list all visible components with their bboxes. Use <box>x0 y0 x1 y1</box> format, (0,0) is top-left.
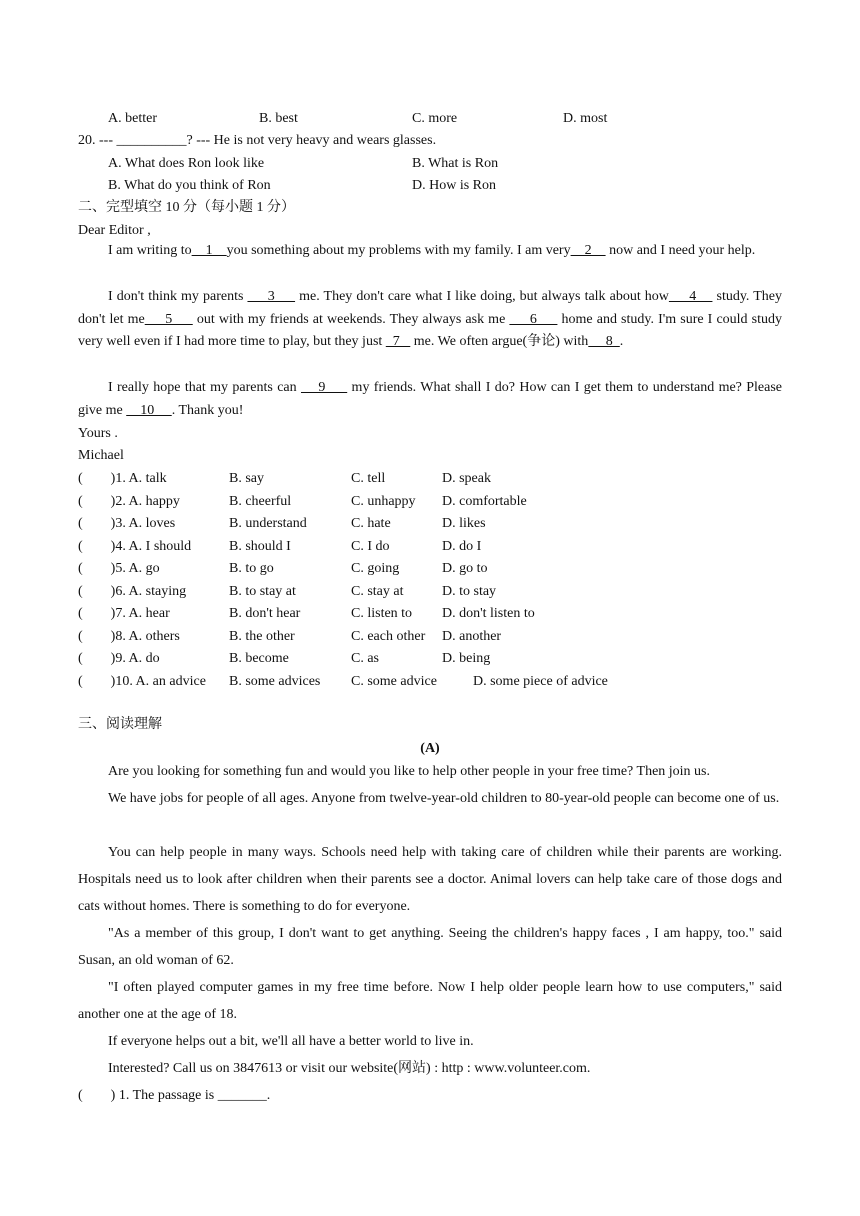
blank-3: 3 <box>247 289 296 304</box>
question-1-option-c: C. tell <box>351 471 386 486</box>
question-9-option-c: C. as <box>351 651 379 666</box>
question-7-option-d: D. don't listen to <box>442 606 535 621</box>
question-2-option-d: D. comfortable <box>442 494 527 509</box>
letter-paragraph-1: I am writing to 1 you something about my problems with my family. I am very 2 now and I need your help. <box>108 243 756 258</box>
passage-title: (A) <box>420 741 440 756</box>
question-3: ( )3. A. loves <box>78 516 176 531</box>
question-8-option-d: D. another <box>442 629 502 644</box>
q20-option-b: B. What is Ron <box>412 156 499 171</box>
question-1: ( )1. A. talk <box>78 471 167 486</box>
passage-paragraph-4: "As a member of this group, I don't want to get anything. Seeing the children's happy faces , I am happy, too." said Susan, an old woman of 62. <box>78 926 782 968</box>
passage-paragraph-2: We have jobs for people of all ages. Anyone from twelve-year-old children to 80-year-old people can become one of us. <box>108 791 780 806</box>
q19-option-b: B. best <box>259 111 298 126</box>
passage-paragraph-1: Are you looking for something fun and would you like to help other people in your free time? Then join us. <box>108 764 711 779</box>
question-2-option-c: C. unhappy <box>351 494 416 509</box>
q20-option-d: D. How is Ron <box>412 178 497 193</box>
blank-5: 5 <box>144 311 193 327</box>
blank-10: 10 <box>126 402 172 418</box>
section2-heading: 二、完型填空 10 分（每小题 1 分） <box>78 200 295 215</box>
blank-8: 8 <box>588 334 620 349</box>
blank-9: 9 <box>300 380 348 395</box>
question-8-option-c: C. each other <box>351 629 426 644</box>
question-2-option-b: B. cheerful <box>229 494 292 509</box>
blank-4: 4 <box>668 289 713 304</box>
question-5: ( )5. A. go <box>78 561 160 576</box>
question-1-option-d: D. speak <box>442 471 491 486</box>
question-8-option-b: B. the other <box>229 629 295 644</box>
question-4-option-d: D. do I <box>442 539 482 554</box>
question-4: ( )4. A. I should <box>78 539 192 554</box>
question-6-option-c: C. stay at <box>351 584 404 599</box>
question-4-option-b: B. should I <box>229 539 291 554</box>
question-9-option-b: B. become <box>229 651 289 666</box>
letter-paragraph-2: I don't think my parents 3 me. They don't care what I like doing, but always talk about how 4 study. They don't let me 5 out with my friends at weekends. They always ask me 6 home and study. I'm sure I could study very well even if I had more time to play, but they just 7 me. We often argue(争论) with 8 . <box>78 289 782 349</box>
question-4-option-c: C. I do <box>351 539 390 554</box>
question-5-option-b: B. to go <box>229 561 274 576</box>
letter-greeting: Dear Editor , <box>78 223 151 238</box>
question-3-option-c: C. hate <box>351 516 391 531</box>
question-7: ( )7. A. hear <box>78 606 170 621</box>
question-10-option-b: B. some advices <box>229 674 321 689</box>
q19-option-d: D. most <box>563 111 608 126</box>
letter-paragraph-3: I really hope that my parents can 9 my friends. What shall I do? How can I get them to understand me? Please give me 10 . Thank you! <box>78 380 783 418</box>
question-2: ( )2. A. happy <box>78 494 180 509</box>
letter-signature: Michael <box>78 448 124 463</box>
q19-option-c: C. more <box>412 111 458 126</box>
q20-option-a: A. What does Ron look like <box>108 156 265 171</box>
q20-option-c: B. What do you think of Ron <box>108 178 271 193</box>
question-10: ( )10. A. an advice <box>78 674 206 689</box>
passage-paragraph-5: "I often played computer games in my free time before. Now I help older people learn how to use computers," said another one at the age of 18. <box>78 980 782 1022</box>
q19-option-a: A. better <box>108 111 157 126</box>
question-5-option-d: D. go to <box>442 561 488 576</box>
question-8: ( )8. A. others <box>78 629 180 644</box>
question-3-option-d: D. likes <box>442 516 486 531</box>
question-1-option-b: B. say <box>229 471 264 486</box>
question-7-option-b: B. don't hear <box>229 606 301 621</box>
section3-heading: 三、阅读理解 <box>78 717 162 732</box>
question-9: ( )9. A. do <box>78 651 160 666</box>
question-6: ( )6. A. staying <box>78 584 187 599</box>
blank-7: 7 <box>385 334 411 349</box>
passage-paragraph-6: If everyone helps out a bit, we'll all have a better world to live in. <box>108 1034 474 1049</box>
question-6-option-d: D. to stay <box>442 584 497 599</box>
blank-1: 1 <box>191 243 227 258</box>
question-7-option-c: C. listen to <box>351 606 413 621</box>
reading-question-1: ( ) 1. The passage is _______. <box>78 1088 271 1103</box>
blank-6: 6 <box>509 311 558 327</box>
letter-closing: Yours . <box>78 426 118 441</box>
question-3-option-b: B. understand <box>229 516 307 531</box>
passage-paragraph-3: You can help people in many ways. Schools need help with taking care of children while their parents are working. Hospitals need us to look after children when their parents see a doctor. Animal lovers can help take care of those dogs and cats without homes. There is something to do for everyone. <box>78 845 782 914</box>
question-6-option-b: B. to stay at <box>229 584 296 599</box>
blank-2: 2 <box>570 243 606 258</box>
question-10-option-c: C. some advice <box>351 674 437 689</box>
question-10-option-d: D. some piece of advice <box>473 674 608 689</box>
q20-stem: 20. --- __________? --- He is not very heavy and wears glasses. <box>78 133 437 148</box>
question-5-option-c: C. going <box>351 561 400 576</box>
passage-paragraph-7: Interested? Call us on 3847613 or visit our website(网站) : http : www.volunteer.com. <box>108 1061 591 1076</box>
question-9-option-d: D. being <box>442 651 491 666</box>
